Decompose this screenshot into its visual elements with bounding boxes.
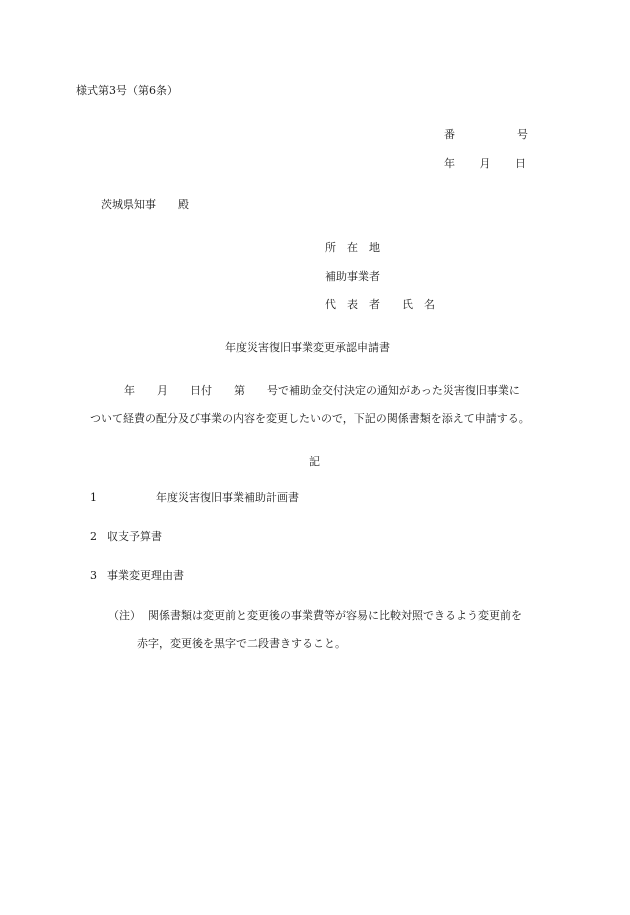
month-label: 月 [479,157,491,170]
ki-heading: 記 [309,455,320,468]
note-line-1: 関係書類は変更前と変更後の事業費等が容易に比較対照できるよう変更前を [148,609,522,622]
item-2-text: 収支予算書 [107,530,162,543]
date-line [444,157,526,171]
body-line-1: 年 月 日付 第 号で補助金交付決定の通知があった災害復旧事業に [124,384,520,397]
note-line-2: 赤字，変更後を黒字で二段書きすること。 [137,637,346,650]
applicant-location: 所 在 地 [325,241,380,254]
form-label: 様式第3号（第6条） [76,84,178,97]
year-label: 年 [444,157,455,170]
body-line-2: ついて経費の配分及び事業の内容を変更したいので，下記の関係書類を添えて申請する。 [90,412,530,425]
item-2-number: 2 [90,530,97,543]
item-1-text: 年度災害復旧事業補助計画書 [156,491,299,504]
day-label: 日 [515,157,526,170]
item-3-text: 事業変更理由書 [107,569,184,582]
item-3-number: 3 [90,569,97,582]
document-title: 年度災害復旧事業変更承認申請書 [225,341,390,354]
document-number-line [444,128,528,142]
note-label: （注） [108,609,141,622]
applicant-business: 補助事業者 [325,270,380,283]
addressee: 茨城県知事 殿 [101,198,189,211]
number-suffix: 号 [517,128,528,141]
applicant-representative: 代 表 者 氏 名 [325,298,435,311]
item-1-number: 1 [90,491,97,504]
number-label: 番 [444,128,455,141]
